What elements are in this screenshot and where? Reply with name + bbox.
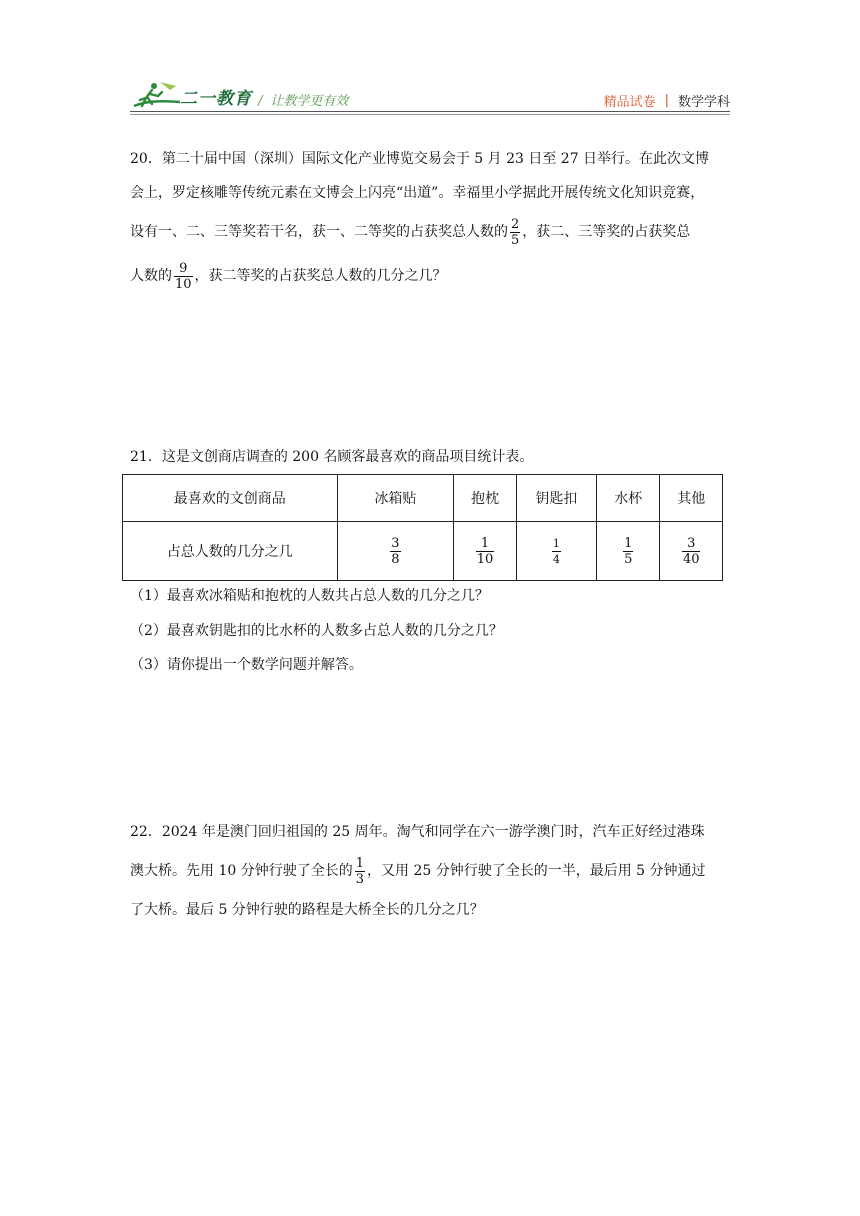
- question-21-intro: 21．这是文创商店调查的 200 名顾客最喜欢的商品项目统计表。: [130, 449, 534, 465]
- fraction-numerator: 1: [355, 855, 364, 871]
- fraction-numerator: 1: [552, 536, 560, 550]
- table-cell: [597, 522, 660, 581]
- table-header-cell: 冰箱贴: [337, 475, 454, 522]
- fraction-denominator: 10: [476, 551, 494, 567]
- stats-table: [122, 474, 723, 581]
- table-cell: [337, 522, 454, 581]
- question-20: [130, 142, 730, 298]
- tag-subject: 数学学科: [677, 95, 730, 110]
- fraction-denominator: 3: [355, 871, 364, 887]
- table-cell: [660, 522, 723, 581]
- fraction-numerator: 1: [624, 535, 633, 551]
- fraction-denominator: 8: [391, 551, 400, 567]
- fraction-denominator: 10: [175, 276, 192, 292]
- q20-line-4-text: 人数的: [130, 268, 172, 284]
- q20-line-4-tail: ，获二等奖的占获奖总人数的几分之几？: [194, 268, 447, 284]
- runner-logo-icon: [130, 80, 182, 112]
- q22-line-2: [130, 849, 730, 893]
- q21-sub-3: （3）请你提出一个数学问题并解答。: [130, 657, 363, 673]
- table-cell: [516, 522, 596, 581]
- table-header-cell: 水杯: [597, 475, 660, 522]
- header-rule: [130, 111, 730, 112]
- table-cell: [454, 522, 517, 581]
- header-rule-thin: [130, 114, 730, 115]
- q22-line-2-text: 澳大桥。先用 10 分钟行驶了全长的: [130, 863, 353, 879]
- slogan-text: 让教学更有效: [270, 94, 349, 109]
- fraction: [355, 856, 365, 887]
- table-row: [123, 475, 723, 522]
- fraction-numerator: 9: [179, 260, 188, 276]
- q22-line-2-tail: ，又用 25 分钟行驶了全长的一半，最后用 5 分钟通过: [367, 863, 706, 879]
- header-tags: [604, 91, 730, 110]
- fraction: [174, 261, 193, 292]
- fraction-denominator: 5: [511, 232, 520, 248]
- q20-line-3: [130, 210, 730, 254]
- q20-line-3-text: 设有一、二、三等奖若干名，获一、二等奖的占获奖总人数的: [130, 224, 508, 240]
- tag-separator: |: [664, 93, 669, 108]
- fraction: [552, 536, 561, 567]
- table-header-cell: 其他: [660, 475, 723, 522]
- fraction-denominator: 4: [552, 552, 560, 566]
- q20-line-3-tail: ，获二、三等奖的占获奖总: [522, 224, 691, 240]
- q21-sub-1: （1）最喜欢冰箱贴和抱枕的人数共占总人数的几分之几？: [130, 588, 489, 604]
- fraction-denominator: 5: [624, 551, 633, 567]
- question-22: [130, 815, 730, 927]
- tag-premium-paper: 精品试卷: [603, 95, 656, 110]
- fraction: [510, 217, 520, 248]
- table-row-label: 占总人数的几分之几: [123, 522, 338, 581]
- fraction-numerator: 3: [687, 535, 696, 551]
- fraction-denominator: 40: [682, 551, 700, 567]
- fraction: [682, 536, 701, 567]
- q20-line-1: 20．第二十届中国（深圳）国际文化产业博览交易会于 5 月 23 日至 27 日举行。在此次文博: [130, 151, 710, 167]
- q22-line-1: 22．2024 年是澳门回归祖国的 25 周年。淘气和同学在六一游学澳门时，汽车正好经过港珠: [130, 824, 705, 840]
- fraction: [623, 536, 633, 567]
- q22-line-3: 了大桥。最后 5 分钟行驶的路程是大桥全长的几分之几？: [130, 902, 484, 918]
- q20-line-2: 会上，罗定核雕等传统元素在文博会上闪亮“出道”。幸福里小学据此开展传统文化知识竞赛，: [130, 185, 705, 201]
- q21-sub-2: （2）最喜欢钥匙扣的比水杯的人数多占总人数的几分之几？: [130, 623, 503, 639]
- page-header: [130, 80, 730, 112]
- logo-text: 二一教育: [180, 88, 252, 109]
- table-header-cell: 最喜欢的文创商品: [123, 475, 338, 522]
- table-header-cell: 抱枕: [454, 475, 517, 522]
- table-row: [123, 522, 723, 581]
- fraction-numerator: 2: [511, 216, 520, 232]
- fraction: [390, 536, 400, 567]
- fraction: [476, 536, 495, 567]
- slogan: / 让教学更有效: [258, 94, 349, 109]
- fraction-numerator: 1: [480, 535, 490, 551]
- fraction-numerator: 3: [391, 535, 400, 551]
- q20-line-4: [130, 254, 730, 298]
- table-header-cell: 钥匙扣: [516, 475, 596, 522]
- logo: [130, 80, 252, 112]
